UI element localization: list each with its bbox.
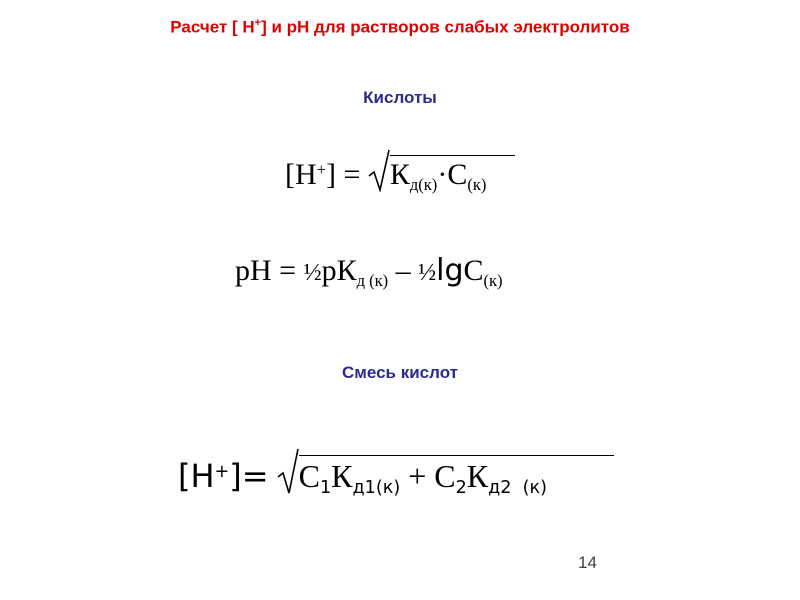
formula-ph: pH = ½pКд (к) – ½lgС(к) [235, 253, 503, 290]
sqrt-symbol-icon [277, 447, 299, 495]
heading-acid-mixture: Смесь кислот [342, 363, 458, 382]
formula-mixture: [H+]= С1Кд1(к) + С2Кд2 (к) [178, 447, 614, 495]
page-number: 14 [578, 553, 597, 572]
formula-h-concentration: [H+] = Кд(к)·С(к) [285, 148, 515, 192]
heading-acids: Кислоты [363, 88, 437, 107]
sqrt-symbol-icon [368, 148, 390, 192]
slide-title: Расчет [ H+] и pH для растворов слабых электролитов [170, 17, 630, 37]
